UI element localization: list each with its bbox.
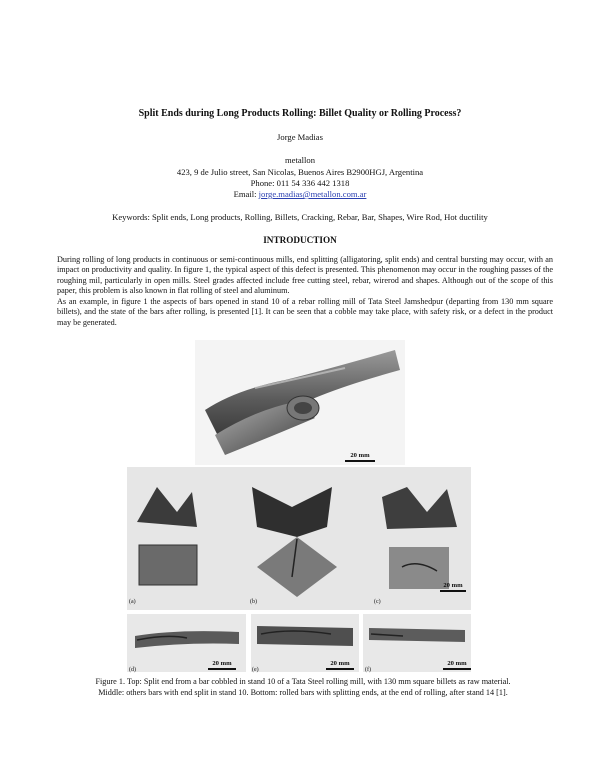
figure-label-f: (f) <box>365 667 371 673</box>
bottom-scale-line-f <box>443 668 471 670</box>
email-link[interactable]: jorge.madias@metallon.com.ar <box>258 189 367 199</box>
figure-top-photo <box>195 340 405 465</box>
bottom-scale-label-d: 20 mm <box>212 660 232 667</box>
top-scale-bar <box>345 452 375 462</box>
phone: Phone: 011 54 336 442 1318 <box>250 178 350 188</box>
bottom-scale-line-d <box>208 668 236 670</box>
figure-middle-photo <box>127 467 471 610</box>
section-heading-introduction: INTRODUCTION <box>263 235 337 245</box>
keywords: Keywords: Split ends, Long products, Rolling, Billets, Cracking, Rebar, Bar, Shapes, Wire Rod, Hot ductility <box>112 212 488 222</box>
intro-paragraph-1: During rolling of long products in continuous or semi-continuous mills, end splitting (alligatoring, split ends) and central bursting may occur, with an impact on productivity and quality. In figure 1, the typical aspect of this defect is presented. This phenomenon may occur in the roughing passes of the roughing mil, particularly in open mills. Steel grades affected include free cutting steel, rebar, wirerod and shapes. Although out of the scope of this paper, this problem is also known in flat rolling of steel and aluminum. <box>57 255 553 296</box>
middle-scale-label: 20 mm <box>443 582 463 589</box>
split-end-bar-illustration <box>195 340 405 465</box>
bottom-scale-line-e <box>326 668 354 670</box>
email-line <box>0 189 600 199</box>
author-name: Jorge Madias <box>277 132 323 142</box>
bottom-scale-label-e: 20 mm <box>330 660 350 667</box>
email-prefix: Email: <box>233 189 259 199</box>
figure-caption-line-1: Figure 1. Top: Split end from a bar cobbled in stand 10 of a Tata Steel rolling mill, with 130 mm square billets as raw material. <box>95 677 511 686</box>
figure-caption <box>60 677 546 698</box>
bottom-scale-bar-f <box>443 660 471 670</box>
figure-label-e: (e) <box>252 667 259 673</box>
figure-caption-line-2: Middle: others bars with end split in stand 10. Bottom: rolled bars with splitting ends, at the end of rolling, after stand 14 [1]. <box>98 687 508 697</box>
address: 423, 9 de Julio street, San Nicolas, Buenos Aires B2900HGJ, Argentina <box>176 167 424 177</box>
paper-title: Split Ends during Long Products Rolling: Billet Quality or Rolling Process? <box>138 108 462 119</box>
bottom-scale-bar-e <box>326 660 354 670</box>
intro-paragraph-2: As an example, in figure 1 the aspects of bars opened in stand 10 of a rebar rolling mill of Tata Steel Jamshedpur (departing from 130 mm square billets), and the state of the bars after rolling, is presented [1]. It can be seen that a cobble may take place, with safety risk, or a defect in the product may be generated. <box>57 297 553 327</box>
top-scale-label: 20 mm <box>350 452 370 459</box>
figure-label-d: (d) <box>129 667 136 673</box>
affiliation: metallon <box>284 155 316 165</box>
figure-label-c: (c) <box>374 599 381 605</box>
bottom-scale-bar-d <box>208 660 236 670</box>
figure-label-a: (a) <box>129 599 136 605</box>
figure-label-b: (b) <box>250 599 257 605</box>
top-scale-line <box>345 460 375 462</box>
middle-scale-bar <box>440 582 466 592</box>
bottom-scale-label-f: 20 mm <box>447 660 467 667</box>
split-bars-middle-illustration <box>127 467 471 610</box>
middle-scale-line <box>440 590 466 592</box>
